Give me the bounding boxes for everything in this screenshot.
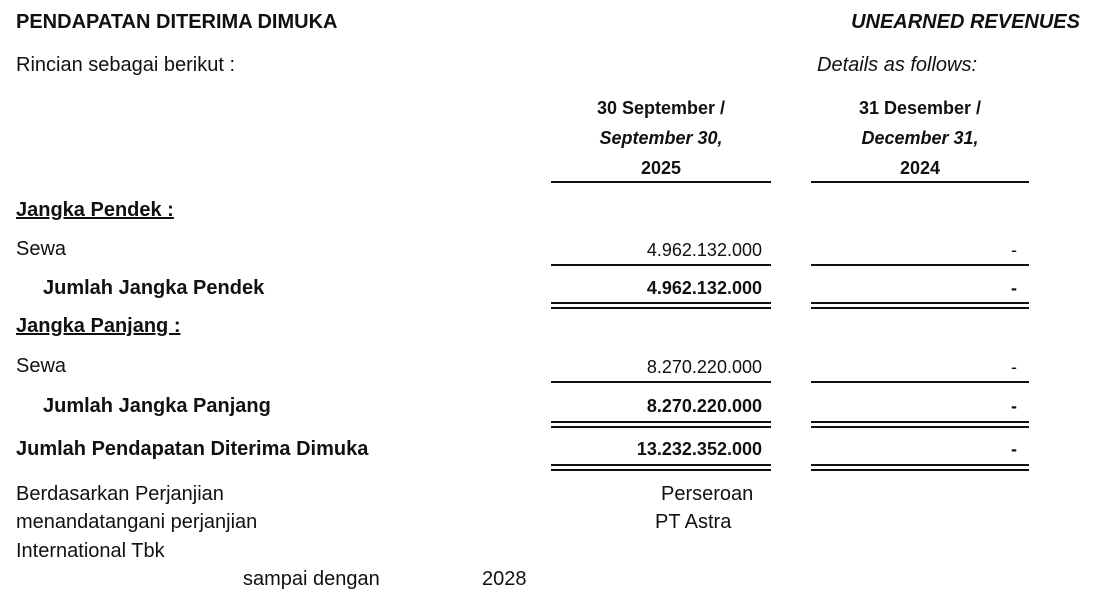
column-header-2025 — [551, 93, 771, 183]
subtotal-rule — [551, 264, 771, 266]
column-header-line1: 31 Desember / — [858, 98, 982, 118]
footnote-line2-right: PT Astra — [655, 511, 732, 533]
row-label-rent-short: Sewa — [16, 238, 67, 260]
total-double-rule — [811, 302, 1029, 309]
value-rent-long-2025: 8.270.220.000 — [646, 357, 762, 377]
total-double-rule — [811, 421, 1029, 428]
page-title-english: UNEARNED REVENUES — [851, 11, 1080, 33]
subtotal-rule — [551, 381, 771, 383]
value-rent-long-2024: - — [1011, 357, 1017, 377]
subtitle-english: Details as follows: — [817, 54, 978, 76]
total-short-term-2024: - — [1011, 278, 1017, 298]
total-long-term-2025: 8.270.220.000 — [646, 396, 762, 416]
grand-total-double-rule — [551, 464, 771, 471]
total-double-rule — [551, 421, 771, 428]
column-header-line2: September 30, — [599, 128, 723, 148]
grand-total-double-rule — [811, 464, 1029, 471]
column-header-line2: December 31, — [861, 128, 979, 148]
value-rent-short-2025: 4.962.132.000 — [646, 240, 762, 260]
column-header-line1: 30 September / — [596, 98, 726, 118]
subtotal-rule — [811, 381, 1029, 383]
column-header-line3: 2024 — [899, 158, 941, 178]
column-header-underline — [811, 181, 1029, 183]
column-header-line3: 2025 — [640, 158, 682, 178]
row-label-rent-long: Sewa — [16, 355, 67, 377]
value-rent-short-2024: - — [1011, 240, 1017, 260]
footnote-line4-left: sampai dengan — [243, 568, 380, 590]
grand-total-2024: - — [1011, 439, 1017, 459]
grand-total-label: Jumlah Pendapatan Diterima Dimuka — [16, 438, 369, 460]
subtotal-rule — [811, 264, 1029, 266]
page-title: PENDAPATAN DITERIMA DIMUKA — [16, 11, 338, 33]
footnote-line1-right: Perseroan — [661, 483, 754, 505]
section-heading-long-term: Jangka Panjang : — [16, 315, 181, 337]
grand-total-2025: 13.232.352.000 — [636, 439, 762, 459]
column-header-underline — [551, 181, 771, 183]
footnote-line2-left: menandatangani perjanjian — [16, 511, 258, 533]
column-header-2024 — [811, 93, 1029, 183]
footnote-line4-right: 2028 — [482, 568, 527, 590]
total-long-term-2024: - — [1011, 396, 1017, 416]
section-heading-short-term: Jangka Pendek : — [16, 199, 174, 221]
total-label-long-term: Jumlah Jangka Panjang — [43, 395, 271, 417]
total-short-term-2025: 4.962.132.000 — [646, 278, 762, 298]
footnote-line1-left: Berdasarkan Perjanjian — [16, 483, 224, 505]
subtitle: Rincian sebagai berikut : — [16, 54, 236, 76]
footnote-line3-left: International Tbk — [16, 540, 165, 562]
total-label-short-term: Jumlah Jangka Pendek — [43, 277, 265, 299]
total-double-rule — [551, 302, 771, 309]
